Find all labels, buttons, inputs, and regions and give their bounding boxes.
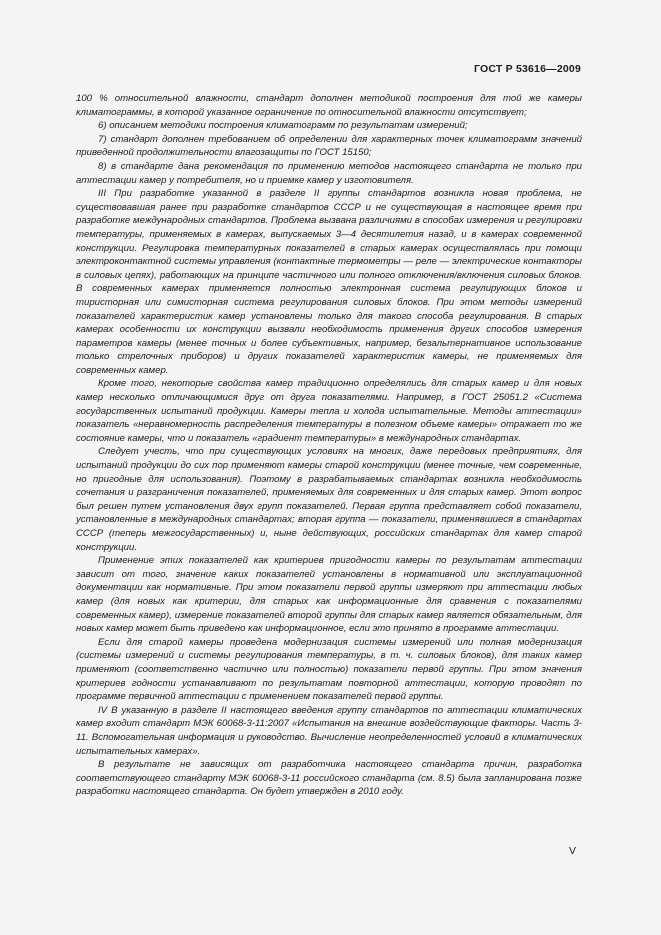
paragraph: Применение этих показателей как критериев пригодности камеры по результатам аттестации зависит от того, значение каких показателей установлены в нормативной или эксплуатационной документации как нормативные. При этом показатели первой группы измеряют при аттестации любых камер (для новых как критерии, для старых как информационные для сравнения с показателями современных камер), измерение показателей второй группы для старых камер является обязательным, для новых камер может быть приведено как информационное, если это принято в программе аттестации. (76, 555, 582, 635)
paragraph: Если для старой камеры проведена модернизация системы измерений или полная модернизация (системы измерений и системы регулирования температуры, в т. ч. силовых блоков), для таких камер применяют (соответственно частично или полностью) показатели первой группы. При этом значения критериев годности устанавливают по результатам повторной аттестации, которую проводят по программе первичной аттестации с применением показателей первой группы. (76, 636, 582, 703)
paragraph: III При разработке указанной в разделе II группы стандартов возникла новая проблема, не существовавшая ранее при разработке стандартов СССР и не существующая в настоящее время при разработке международных стандартов. Проблема вызвана различиями в способах измерения и регулировки температуры, применяемых в камерах, выпускаемых 3—4 десятилетия назад, и в камерах современной конструкции. Регулировка температурных показателей в старых камерах осуществлялась при помощи электроконтактной системы управления (контактные термометры — реле — электрические контакторы в силовых цепях), работающих на принципе частичного или полного отключения/включения силовых блоков. В современных камерах применяется полностью электронная система регулирующих блоков и тиристорная или симисторная система регулирования силовых блоков. При этом методы измерений показателей характеристик камер установлены только для такого способа регулирования. В старых камерах особенности их конструкции вызвали необходимость применения других способов измерения параметров камеры (менее точных и более субъективных, например, безальтернативное использование только стрелочных приборов) и других показателей характеристик камеры, не применяемых для современных камер. (76, 188, 582, 376)
document-body (76, 92, 582, 799)
paragraph: IV В указанную в разделе II настоящего введения группу стандартов по аттестации климатических камер входит стандарт МЭК 60068-3-11:2007 «Испытания на внешние воздействующие факторы. Часть 3-11. Вспомогательная информация и руководство. Вычисление неопределенностей условий в климатических испытательных камерах». (76, 704, 582, 757)
paragraph: Следует учесть, что при существующих условиях на многих, даже передовых предприятиях, для испытаний продукции до сих пор применяют камеры старой конструкции (менее точные, чем современные, но пригодные для использования). Поэтому в разрабатываемых стандартах возникла необходимость сочетания и разграничения показателей, применяемых для современных и для старых камер. Этот вопрос был решен путем установления двух групп показателей. Первая группа представляет собой показатели, установленные в международных стандартах; вторая группа — показатели, применявшиеся в стандартах СССР (теперь межгосударственных) и, ныне действующих, российских стандартах для камер старой конструкции. (76, 446, 582, 553)
paragraph: В результате не зависящих от разработчика настоящего стандарта причин, разработка соответствующего стандарту МЭК 60068-3-11 российского стандарта (см. 8.5) была запланирована позже разработки настоящего стандарта. Он будет утвержден в 2010 году. (76, 759, 582, 798)
paragraph: Кроме того, некоторые свойства камер традиционно определялись для старых камер и для новых камер несколько отличающимися друг от друга показателями. Например, в ГОСТ 25051.2 «Система государственных испытаний продукции. Камеры тепла и холода испытательные. Методы аттестации» показатель «неравномерность распределения температуры в полезном объеме камеры» отражает то же состояние камеры, что и показатель «градиент температуры» в международных стандартах. (76, 378, 582, 444)
page-number: V (568, 845, 576, 857)
paragraph: 100 % относительной влажности, стандарт дополнен методикой построения для той же камеры климатограммы, в которой указанное ограничение по относительной влажности отсутствует; (76, 93, 582, 118)
document-header: ГОСТ Р 53616—2009 (473, 63, 581, 75)
paragraph: 7) стандарт дополнен требованием об определении для характерных точек климатограмм значений приведенной продолжительности влагозащиты по ГОСТ 15150; (76, 133, 582, 159)
paragraph: 6) описанием методики построения климатограмм по результатам измерений; (98, 120, 468, 132)
paragraph: 8) в стандарте дана рекомендация по применению методов настоящего стандарта не только при аттестации камер у потребителя, но и приемке камер у изготовителя. (76, 160, 582, 186)
